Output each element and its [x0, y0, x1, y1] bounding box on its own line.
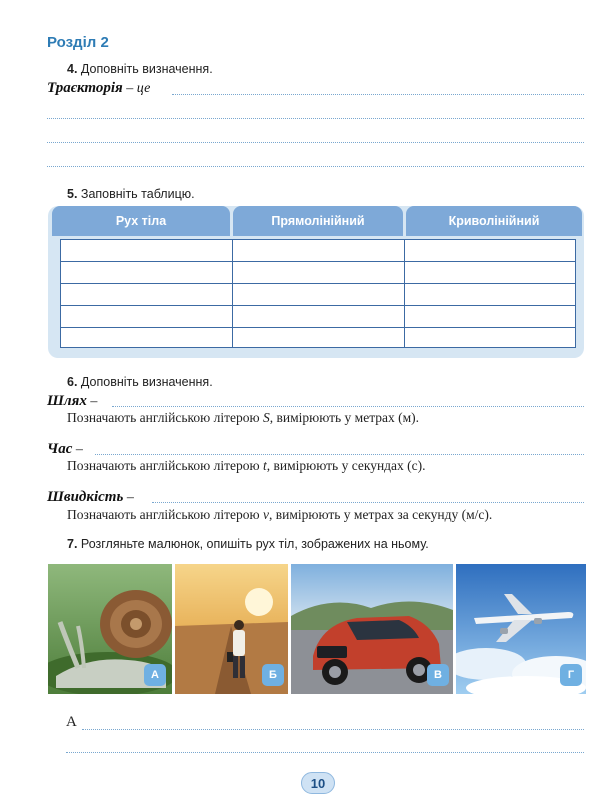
table-header-motion: Рух тіла [52, 206, 230, 236]
table-row-divider [61, 261, 575, 262]
note-time-prefix: Позначають англійською літерою [67, 458, 263, 473]
table-header-curvilinear: Криволінійний [406, 206, 582, 236]
table-row-divider [61, 327, 575, 328]
task-5-number: 5. [67, 187, 78, 201]
term-path-label: Шлях [47, 393, 87, 409]
term-path [47, 393, 97, 410]
term-trajectory-suffix: – це [122, 81, 151, 96]
term-speed-label: Швидкість [47, 489, 124, 505]
note-speed-prefix: Позначають англійською літерою [67, 507, 263, 522]
note-path-symbol: S [262, 410, 270, 425]
note-time-symbol: t [262, 458, 267, 473]
term-trajectory [47, 80, 150, 97]
answer-line[interactable] [47, 118, 584, 119]
task-4-number: 4. [67, 62, 78, 76]
photo-badge-g: Г [560, 664, 582, 686]
motion-table [48, 206, 584, 358]
task-4-heading [67, 62, 213, 76]
answer-line[interactable] [152, 502, 584, 503]
task-5-heading [67, 187, 195, 201]
term-speed [47, 489, 134, 506]
photo-badge-v: В [427, 664, 449, 686]
task-7-text: Розгляньте малюнок, опишіть рух тіл, зображених на ньому. [77, 537, 429, 551]
note-speed-symbol: v [262, 507, 269, 522]
note-time [67, 458, 426, 474]
term-trajectory-label: Траєкторія [47, 80, 123, 96]
term-time-label: Час [47, 441, 73, 457]
note-speed [67, 507, 492, 523]
answer-line[interactable] [66, 752, 584, 753]
note-path [67, 410, 419, 426]
answer-line[interactable] [47, 166, 584, 167]
answer-line[interactable] [82, 729, 584, 730]
photo-badge-b: Б [262, 664, 284, 686]
table-row-divider [61, 305, 575, 306]
note-path-prefix: Позначають англійською літерою [67, 410, 263, 425]
note-time-suffix: , вимірюють у секундах (с). [266, 458, 426, 473]
note-path-suffix: , вимірюють у метрах (м). [269, 410, 420, 425]
task-6-number: 6. [67, 375, 78, 389]
table-grid[interactable] [60, 239, 576, 348]
task-5-text: Заповніть таблицю. [77, 187, 195, 201]
photo-snail [48, 564, 172, 694]
term-path-suffix: – [86, 394, 98, 409]
answer-line[interactable] [112, 406, 584, 407]
task-6-heading [67, 375, 213, 389]
note-speed-suffix: , вимірюють у метрах за секунду (м/с). [268, 507, 493, 522]
answer-label-a: А [66, 714, 77, 730]
photo-walking-man [175, 564, 288, 694]
table-col-divider [404, 240, 405, 347]
photo-badge-a: А [144, 664, 166, 686]
answer-line[interactable] [172, 94, 584, 95]
task-4-text: Доповніть визначення. [77, 62, 213, 76]
task-6-text: Доповніть визначення. [77, 375, 213, 389]
section-title: Розділ 2 [47, 34, 109, 51]
table-row-divider [61, 283, 575, 284]
answer-line[interactable] [95, 454, 584, 455]
photo-airplane [456, 564, 586, 694]
task-7-heading [67, 537, 429, 551]
term-speed-suffix: – [123, 490, 134, 505]
page-number: 10 [301, 772, 335, 794]
table-col-divider [232, 240, 233, 347]
task-7-number: 7. [67, 537, 78, 551]
term-time [47, 441, 83, 458]
answer-line[interactable] [47, 142, 584, 143]
table-header-rectilinear: Прямолінійний [233, 206, 403, 236]
term-time-suffix: – [72, 442, 83, 457]
photo-car [291, 564, 453, 694]
